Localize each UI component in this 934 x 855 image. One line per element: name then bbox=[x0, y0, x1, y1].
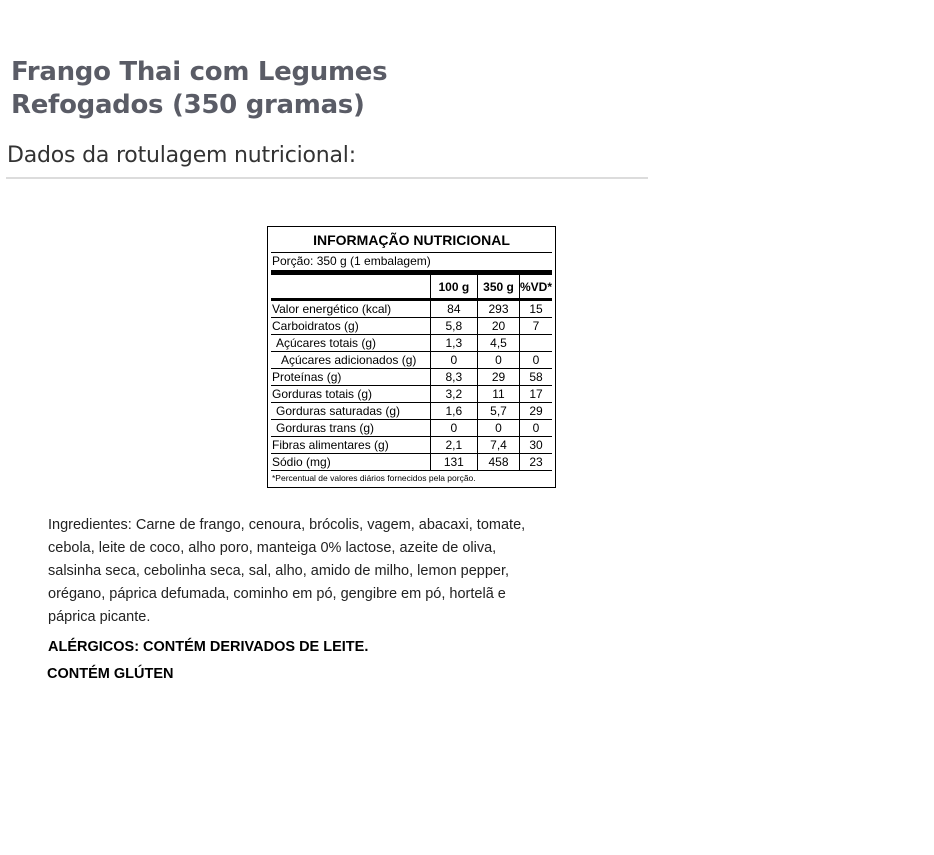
value-100g: 131 bbox=[430, 454, 477, 471]
table-row bbox=[271, 420, 552, 437]
nutrient-label: Fibras alimentares (g) bbox=[271, 437, 430, 454]
nutrient-label: Carboidratos (g) bbox=[271, 318, 430, 335]
value-350g: 458 bbox=[478, 454, 520, 471]
nutrient-label: Açúcares totais (g) bbox=[271, 335, 430, 352]
value-100g: 0 bbox=[430, 420, 477, 437]
value-100g: 8,3 bbox=[430, 369, 477, 386]
nutrient-label: Açúcares adicionados (g) bbox=[271, 352, 430, 369]
gluten-warning: CONTÉM GLÚTEN bbox=[47, 666, 174, 682]
section-divider bbox=[6, 177, 648, 179]
value-100g: 1,3 bbox=[430, 335, 477, 352]
header-nutrient bbox=[271, 275, 430, 300]
value-vd: 17 bbox=[519, 386, 552, 403]
portion-size: Porção: 350 g (1 embalagem) bbox=[271, 253, 552, 275]
value-350g: 293 bbox=[478, 300, 520, 318]
table-row bbox=[271, 335, 552, 352]
ingredients-text: Ingredientes: Carne de frango, cenoura, brócolis, vagem, abacaxi, tomate, cebola, leite de coco, alho poro, manteiga 0% lactose, azeite de oliva, salsinha seca, cebolinha seca, sal, alho, amido de milho, lemon pepper, orégano, páprica defumada, cominho em pó, gengibre em pó, hortelã e páprica picante. bbox=[48, 517, 526, 625]
nutrient-label: Gorduras totais (g) bbox=[271, 386, 430, 403]
value-350g: 0 bbox=[478, 352, 520, 369]
value-350g: 7,4 bbox=[478, 437, 520, 454]
value-vd: 0 bbox=[519, 352, 552, 369]
nutrition-facts-panel bbox=[267, 226, 556, 488]
table-header-row bbox=[271, 275, 552, 300]
header-vd: %VD* bbox=[519, 275, 552, 300]
header-100g: 100 g bbox=[430, 275, 477, 300]
nutrient-label: Gorduras trans (g) bbox=[271, 420, 430, 437]
table-row bbox=[271, 454, 552, 471]
table-row bbox=[271, 352, 552, 369]
value-350g: 4,5 bbox=[478, 335, 520, 352]
value-100g: 0 bbox=[430, 352, 477, 369]
table-row bbox=[271, 386, 552, 403]
nutrient-label: Sódio (mg) bbox=[271, 454, 430, 471]
value-vd: 7 bbox=[519, 318, 552, 335]
table-row bbox=[271, 437, 552, 454]
value-vd: 58 bbox=[519, 369, 552, 386]
nutrient-label: Valor energético (kcal) bbox=[271, 300, 430, 318]
nutrition-footnote: *Percentual de valores diários fornecidos pela porção. bbox=[272, 473, 476, 483]
value-350g: 20 bbox=[478, 318, 520, 335]
nutrient-label: Gorduras saturadas (g) bbox=[271, 403, 430, 420]
table-row bbox=[271, 403, 552, 420]
table-row bbox=[271, 318, 552, 335]
value-vd bbox=[519, 335, 552, 352]
value-100g: 2,1 bbox=[430, 437, 477, 454]
value-100g: 84 bbox=[430, 300, 477, 318]
section-title: Dados da rotulagem nutricional: bbox=[7, 143, 356, 168]
table-row bbox=[271, 369, 552, 386]
value-350g: 11 bbox=[478, 386, 520, 403]
value-100g: 1,6 bbox=[430, 403, 477, 420]
value-100g: 3,2 bbox=[430, 386, 477, 403]
header-350g: 350 g bbox=[478, 275, 520, 300]
table-row bbox=[271, 300, 552, 318]
allergens-warning: ALÉRGICOS: CONTÉM DERIVADOS DE LEITE. bbox=[48, 639, 369, 655]
value-100g: 5,8 bbox=[430, 318, 477, 335]
product-title: Frango Thai com Legumes Refogados (350 gramas) bbox=[11, 57, 388, 120]
value-vd: 23 bbox=[519, 454, 552, 471]
nutrition-table bbox=[271, 275, 552, 471]
value-vd: 29 bbox=[519, 403, 552, 420]
value-vd: 15 bbox=[519, 300, 552, 318]
value-vd: 0 bbox=[519, 420, 552, 437]
nutrient-label: Proteínas (g) bbox=[271, 369, 430, 386]
value-350g: 0 bbox=[478, 420, 520, 437]
value-350g: 5,7 bbox=[478, 403, 520, 420]
nutrition-heading: INFORMAÇÃO NUTRICIONAL bbox=[271, 228, 552, 253]
value-vd: 30 bbox=[519, 437, 552, 454]
value-350g: 29 bbox=[478, 369, 520, 386]
